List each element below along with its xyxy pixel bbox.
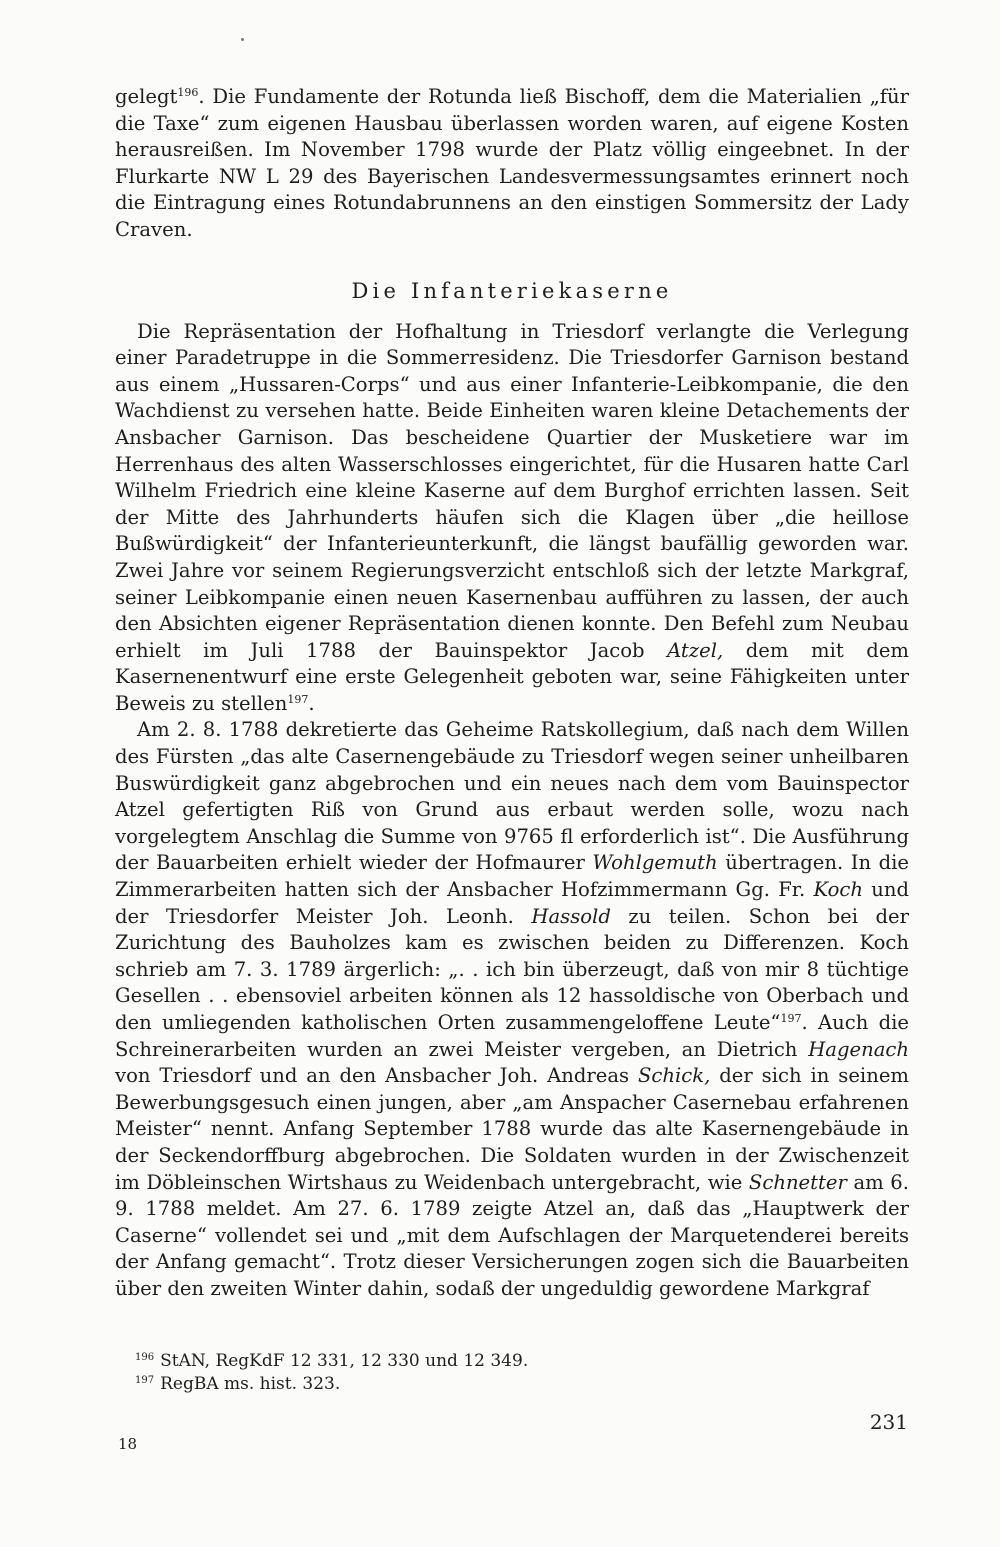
italic-name: Koch <box>813 878 863 902</box>
footnote-ref: 196 <box>177 86 199 99</box>
italic-name: Hagenach <box>808 1037 909 1061</box>
italic-name: Schnetter <box>748 1170 847 1194</box>
footnote <box>135 1350 528 1373</box>
italic-name: Hassold <box>531 904 611 928</box>
footnote-ref: 197 <box>287 692 309 706</box>
paragraph <box>115 319 909 718</box>
footnote-number: 197 <box>135 1375 155 1386</box>
body-paragraphs <box>115 319 909 1303</box>
page-number: 231 <box>869 1410 908 1434</box>
text-run: übertragen. In die Zimmerarbeiten hatten sich der Ansbacher Hofzimmermann Gg. Fr. <box>115 851 910 902</box>
print-speck <box>241 38 244 41</box>
footnote-text: StAN, RegKdF 12 331, 12 330 und 12 349. <box>160 1351 529 1371</box>
text-run: gelegt <box>115 85 178 108</box>
footnote-ref: 197 <box>780 1012 802 1025</box>
intro-paragraphs <box>115 84 909 244</box>
text-run: von Triesdorf und an den Ansbacher Joh. Andreas <box>115 1064 638 1088</box>
text-run: der sich in seinem Bewerbungsgesuch einen jungen, aber „am Anspacher Casernebau erfahrenen Meister“ nennt. Anfang September 1788 wurde das alte Kasernengebäude in der Seckendorffburg abgebrochen. Die Soldaten wurden in der Zwischenzeit im Döbleinschen Wirtshaus zu Weidenbach untergebracht, wie <box>115 1064 909 1194</box>
text-run: Die Repräsentation der Hofhaltung in Triesdorf verlangte die Verlegung einer Paradetruppe in die Sommerresidenz. Die Triesdorfer Garnison bestand aus einem „Hussaren-Corps“ und aus einer Infanterie-Leibkompanie, die den Wachdienst zu versehen hatte. Beide Einheiten waren kleine Detachements der Ansbacher Garnison. Das bescheidene Quartier der Musketiere war im Herrenhaus des alten Wasserschlosses eingerichtet, für die Husaren hatte Carl Wilhelm Friedrich eine kleine Kaserne auf dem Burghof errichten lassen. Seit der Mitte des Jahrhunderts häufen sich die Klagen über „die heillose Bußwürdigkeit“ der Infanterieunterkunft, die längst baufällig geworden war. Zwei Jahre vor seinem Regierungsverzicht entschloß sich der letzte Markgraf, seiner Leibkompanie einen neuen Kasernenbau aufführen zu lassen, der auch den Absichten eigener Repräsentation dienen konnte. Den Befehl zum Neubau erhielt im Juli 1788 der Bauinspektor Jacob <box>115 319 909 662</box>
footnotes <box>135 1350 528 1396</box>
italic-name: Wohlgemuth <box>592 851 718 875</box>
paragraph <box>115 84 909 244</box>
footnote-number: 196 <box>135 1352 155 1363</box>
text-run: und der Triesdorfer Meister Joh. Leonh. <box>115 878 909 928</box>
text-run: am 6. 9. 1788 meldet. Am 27. 6. 1789 zeigte Atzel an, daß das „Hauptwerk der Caserne“ vollendet sei und „mit dem Aufschlagen der Marquetenderei bereits der Anfang gemacht“. Trotz dieser Versicherungen zogen sich die Bauarbeiten über den zweiten Winter dahin, sodaß der ungeduldig gewordene Markgraf <box>115 1170 909 1300</box>
text-run: . Auch die Schreinerarbeiten wurden an zwei Meister vergeben, an Dietrich <box>115 1011 910 1061</box>
text-run: zu teilen. Schon bei der Zurichtung des Bauholzes kam es zwischen beiden zu Differenzen. Koch schrieb am 7. 3. 1789 ärgerlich: „. . ich bin überzeugt, daß von mir 8 tüchtige Gesellen . . ebensoviel arbeiten können als 12 hassoldische von Oberbach und den umliegenden katholischen Orten zusammengeloffene Leute“ <box>115 904 910 1034</box>
paragraph <box>115 717 909 1302</box>
footnote <box>135 1373 528 1396</box>
section-heading: Die Infanteriekaserne <box>351 278 673 303</box>
footnote-text: RegBA ms. hist. 323. <box>160 1374 341 1394</box>
italic-name: Atzel, <box>667 638 724 662</box>
text-run: . Die Fundamente der Rotunda ließ Bischoff, dem die Materialien „für die Taxe“ zum eigenen Hausbau überlassen worden waren, auf eigene Kosten herausreißen. Im November 1798 wurde der Platz völlig eingeebnet. In der Flurkarte NW L 29 des Bayerischen Landesvermessungsamtes erinnert noch die Eintragung eines Rotundabrunnens an den einstigen Sommersitz der Lady Craven. <box>115 85 909 241</box>
text-column <box>115 84 909 1303</box>
signature-mark: 18 <box>118 1435 138 1453</box>
italic-name: Schick, <box>638 1064 711 1088</box>
text-run: Am 2. 8. 1788 dekretierte das Geheime Ratskollegium, daß nach dem Willen des Fürsten „das alte Casernengebäude zu Triesdorf wegen seiner unheilbaren Buswürdigkeit ganz abgebrochen und ein neues nach dem vom Bauinspector Atzel gefertigten Riß von Grund aus erbaut werden solle, wozu nach vorgelegtem Anschlag die Summe von 9765 fl erforderlich ist“. Die Ausführung der Bauarbeiten erhielt wieder der Hofmaurer <box>115 718 909 875</box>
text-run: . <box>308 691 315 715</box>
text-run: dem mit dem Kasernenentwurf eine erste Gelegenheit geboten war, seine Fähigkeiten unter Beweis zu stellen <box>115 638 909 715</box>
